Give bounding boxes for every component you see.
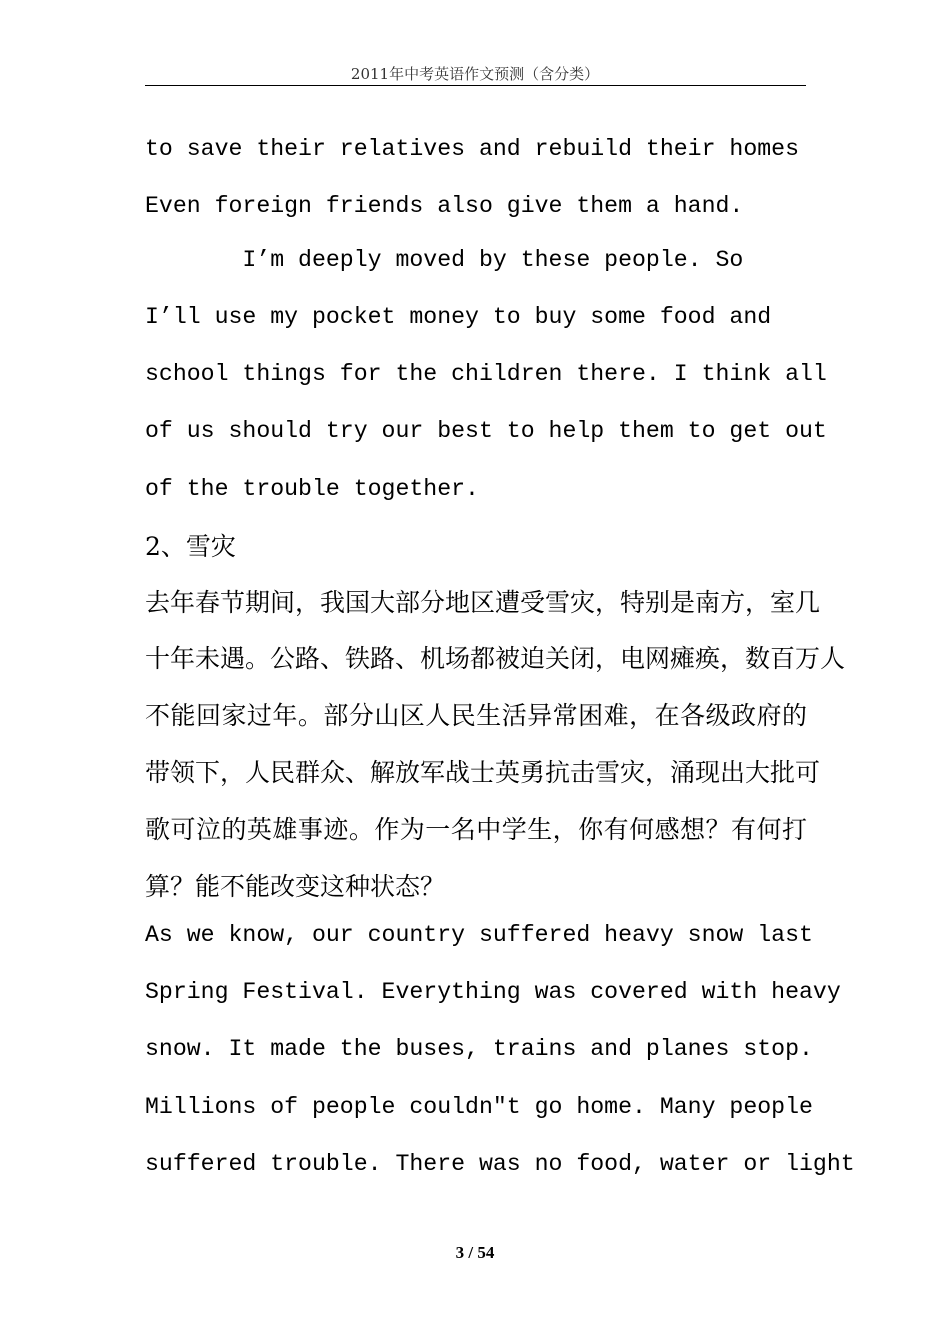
- text-line-english: Millions of people couldn"t go home. Many people: [145, 1094, 813, 1120]
- text-line-chinese: 算？能不能改变这种状态？: [145, 872, 446, 901]
- text-line-english: I’ll use my pocket money to buy some food and: [145, 304, 772, 330]
- text-line-english: school things for the children there. I think all: [145, 361, 827, 387]
- text-line-chinese: 不能回家过年。部分山区人民生活异常困难，在各级政府的: [145, 701, 807, 730]
- text-line-chinese: 歌可泣的英雄事迹。作为一名中学生，你有何感想？有何打: [145, 815, 807, 844]
- text-line-english: As we know, our country suffered heavy snow last: [145, 922, 813, 948]
- text-line-english: suffered trouble. There was no food, water or light: [145, 1151, 855, 1177]
- text-line-english: I’m deeply moved by these people. So: [145, 247, 744, 273]
- page-header-title: 2011年中考英语作文预测（含分类）: [350, 65, 600, 83]
- text-line-chinese: 去年春节期间，我国大部分地区遭受雪灾，特别是南方，室几: [145, 588, 821, 617]
- page-number: 3 / 54: [455, 1243, 495, 1262]
- section-heading: 2、雪灾: [145, 532, 236, 561]
- text-line-english: of the trouble together.: [145, 476, 479, 502]
- header-divider: [145, 85, 806, 86]
- text-line-english: Spring Festival. Everything was covered with heavy: [145, 979, 841, 1005]
- text-line-english: of us should try our best to help them to get out: [145, 418, 827, 444]
- text-line-chinese: 十年未遇。公路、铁路、机场都被迫关闭，电网瘫痪，数百万人: [145, 644, 846, 673]
- text-line-chinese: 带领下，人民群众、解放军战士英勇抗击雪灾，涌现出大批可: [145, 758, 821, 787]
- text-line-english: snow. It made the buses, trains and planes stop.: [145, 1036, 813, 1062]
- text-line-english: to save their relatives and rebuild their homes: [145, 136, 799, 162]
- text-line-english: Even foreign friends also give them a hand.: [145, 193, 744, 219]
